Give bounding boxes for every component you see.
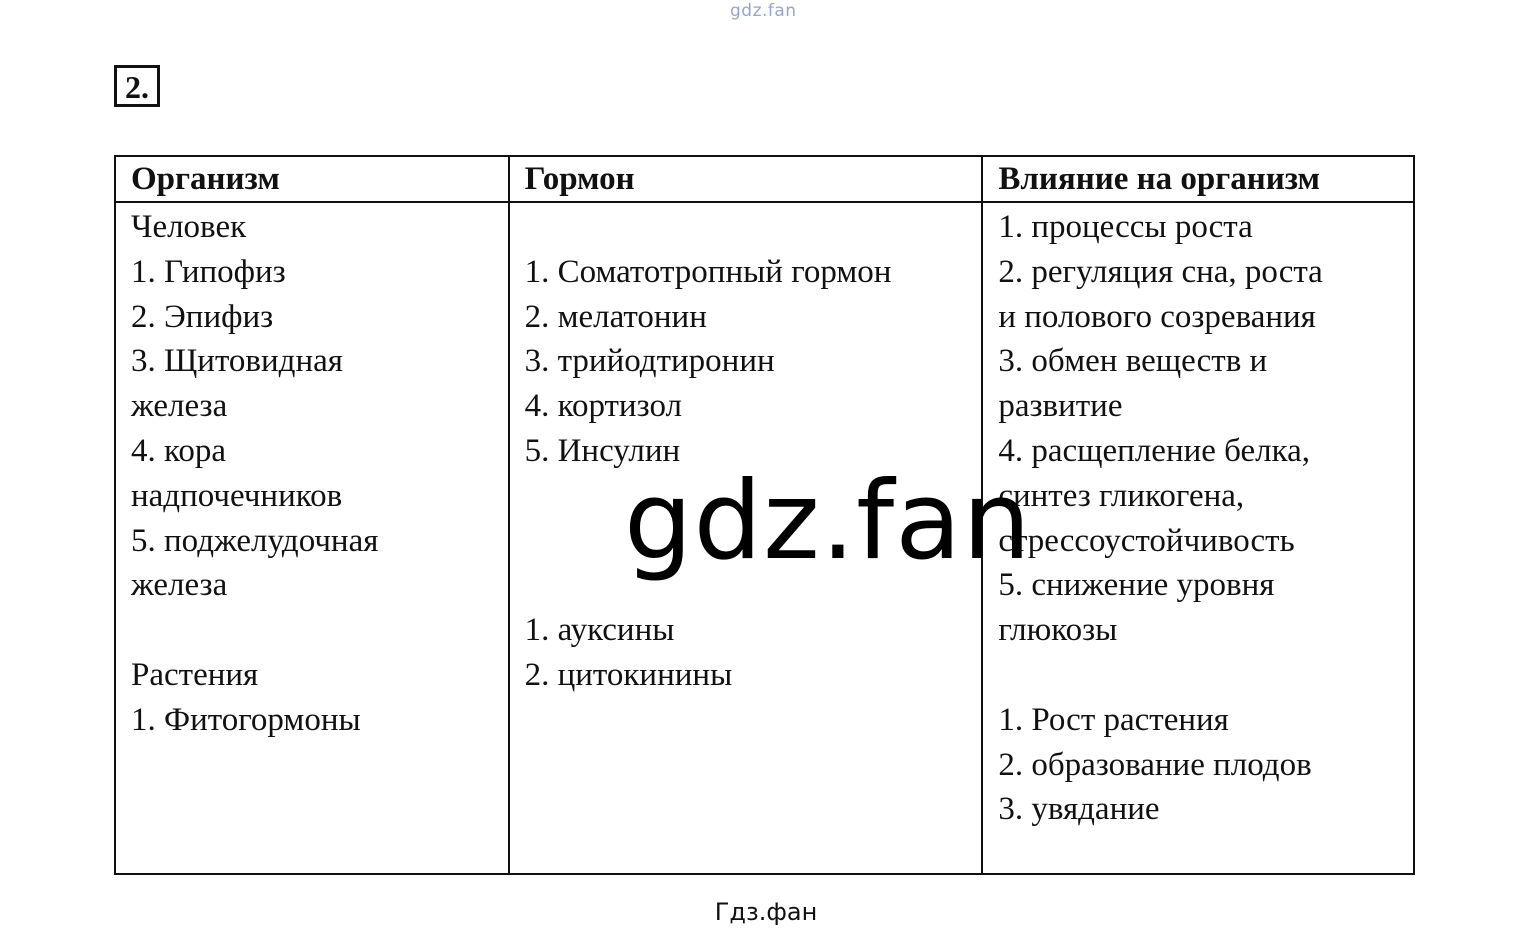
cell-line: 3. Щитовидная (131, 343, 343, 380)
cell-line (131, 608, 508, 653)
cell-line: развитие (998, 388, 1123, 425)
cell-line: 4. кора (131, 432, 227, 469)
cell-line: глюкозы (998, 612, 1118, 649)
cell-line: 5. снижение уровня (998, 567, 1275, 604)
cell-line: железа (131, 388, 228, 425)
cell-line: 1. процессы роста (998, 209, 1253, 245)
cell-line: 2. мелатонин (524, 298, 707, 335)
cell-line: 1. Гипофиз (131, 253, 286, 290)
footer-caption: Гдз.фан (714, 898, 818, 926)
cell-line: 2. цитокинины (524, 656, 733, 693)
cell-line: и полового созревания (998, 298, 1316, 335)
header-effect: Влияние на организм (982, 156, 1414, 202)
cell-line: надпочечников (131, 477, 343, 514)
header-hormone: Гормон (509, 156, 983, 202)
cell-line (998, 653, 1413, 698)
cell-organism (115, 202, 509, 874)
cell-line: 3. обмен веществ и (998, 343, 1268, 380)
table-header-row (115, 156, 1414, 202)
top-watermark: gdz.fan (730, 1, 797, 21)
cell-line: стрессоустойчивость (998, 522, 1295, 559)
cell-line: 4. кортизол (524, 388, 682, 425)
cell-line: 1. ауксины (524, 612, 675, 649)
cell-line: 2. Эпифиз (131, 298, 274, 335)
cell-effect (982, 202, 1414, 874)
task-number-box: 2. (114, 65, 160, 107)
cell-line (525, 205, 982, 250)
cell-line: железа (131, 567, 228, 604)
cell-line: 5. Инсулин (524, 432, 681, 469)
cell-line: синтез гликогена, (998, 477, 1245, 514)
cell-line: 1. Соматотропный гормон (524, 253, 892, 290)
cell-line: 5. поджелудочная (131, 522, 379, 559)
cell-line: 3. трийодтиронин (524, 343, 775, 380)
cell-line: 2. образование плодов (998, 746, 1312, 783)
cell-line: 3. увядание (998, 791, 1160, 828)
cell-line: 1. Рост растения (998, 701, 1229, 738)
cell-line: 4. расщепление белка, (998, 432, 1311, 469)
cell-line: Растения (131, 656, 259, 693)
header-organism: Организм (115, 156, 509, 202)
cell-line: 2. регуляция сна, роста (998, 253, 1323, 290)
cell-line: Человек (131, 209, 247, 245)
center-watermark: gdz.fan (624, 459, 1032, 584)
cell-line: 1. Фитогормоны (131, 701, 361, 738)
